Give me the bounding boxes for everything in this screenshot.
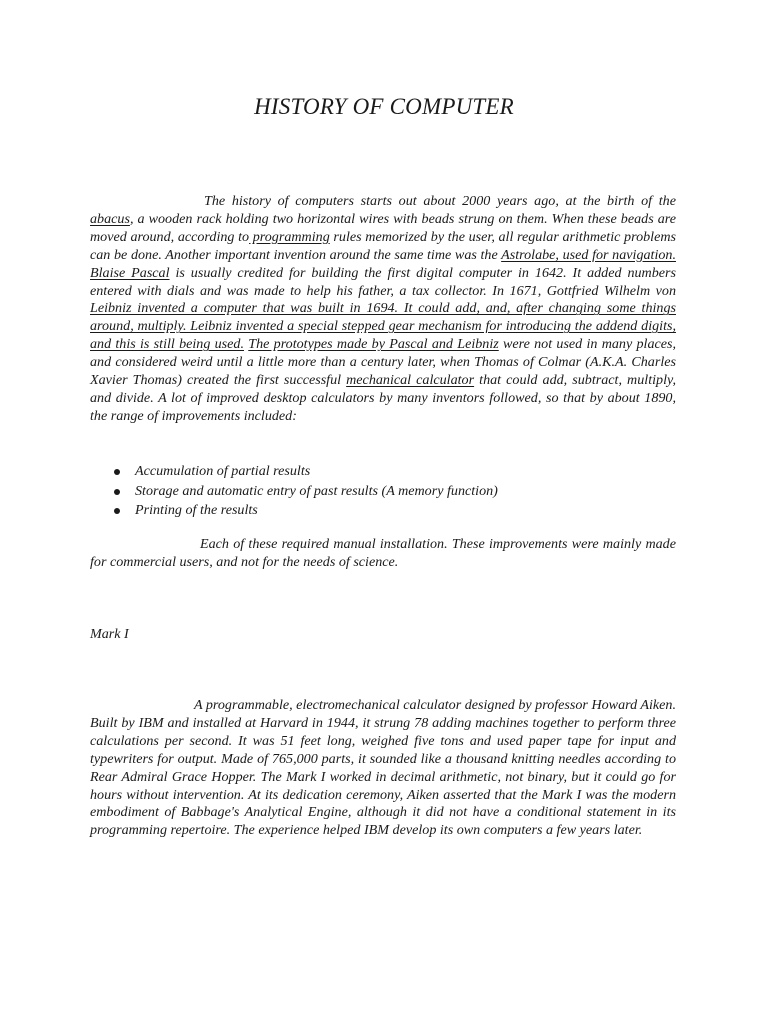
list-item-text: Storage and automatic entry of past results (A memory function): [135, 482, 498, 499]
intro-paragraph: [90, 193, 676, 426]
text-run: Each of these required manual installation. These improvements were mainly made for commercial users, and not for the needs of science.: [90, 536, 676, 570]
section-heading-mark-i: Mark I: [90, 626, 129, 642]
list-item: [114, 501, 674, 521]
text-run: is usually credited for building the first digital computer in 1642. It added numbers entered with dials and was made to help his father, a tax collector. In 1671, Gottfried Wilhelm von: [90, 264, 676, 299]
text-run: that could add, subtract, multiply, and divide. A lot of improved desktop calculators by many inventors followed, so that by about 1890, the range of improvements included:: [90, 372, 676, 424]
bullet-icon: [114, 489, 120, 495]
document-title: HISTORY OF COMPUTER: [254, 94, 514, 119]
list-item-text: Printing of the results: [135, 502, 258, 518]
improvements-list: [114, 462, 674, 521]
list-item: [114, 462, 674, 482]
list-item-text: Accumulation of partial results: [135, 463, 311, 479]
link-programming: programming: [249, 228, 330, 245]
text-run: rules memorized by the user, all regular arithmetic problems can be done. Another important invention around the same time was the: [90, 228, 676, 263]
link-blaise-pascal: Blaise Pascal: [90, 264, 170, 281]
list-item: [114, 482, 674, 502]
text-run: The history of computers starts out about 2000 years ago, at the birth of the: [204, 193, 676, 209]
text-run: A programmable, electromechanical calculator designed by professor Howard Aiken. Built by IBM and installed at Harvard in 1944, it strung 78 adding machines together to perform three calculations per second. It was 51 feet long, weighed five tons and used paper tape for input and typewriters for output. Made of 765,000 parts, it sounded like a thousand knitting needles according to Rear Admiral Grace Hopper. The Mark I worked in decimal arithmetic, not binary, but it could go for hours without intervention. At its dedication ceremony, Aiken asserted that the Mark I was the modern embodiment of Babbage's Analytical Engine, although it did not have a conditional statement in its programming repertoire. The experience helped IBM develop its own computers a few years later.: [90, 697, 676, 839]
link-abacus: abacus: [90, 210, 130, 227]
link-mechanical-calculator: mechanical calculator: [346, 372, 475, 389]
link-astrolabe: Astrolabe, used for navigation.: [501, 246, 676, 263]
text-run: , a wooden rack holding two horizontal wires with beads strung on them. When these beads are moved around, according to: [90, 210, 676, 245]
link-prototypes: The prototypes made by Pascal and Leibniz: [248, 336, 499, 353]
link-leibniz-invention: Leibniz invented a computer that was built in 1694. It could add, and, after changing some things around, multiply. Leibniz invented a special stepped gear mechanism for introducing the addend digits, and this is still being used.: [90, 300, 676, 353]
bullet-icon: [114, 469, 120, 475]
installation-paragraph: [90, 536, 676, 572]
bullet-icon: [114, 508, 120, 514]
mark-i-paragraph: [90, 697, 676, 840]
text-run: were not used in many places, and considered weird until a little more than a century later, when Thomas of Colmar (A.K.A. Charles Xavier Thomas) created the first successful: [90, 336, 677, 389]
